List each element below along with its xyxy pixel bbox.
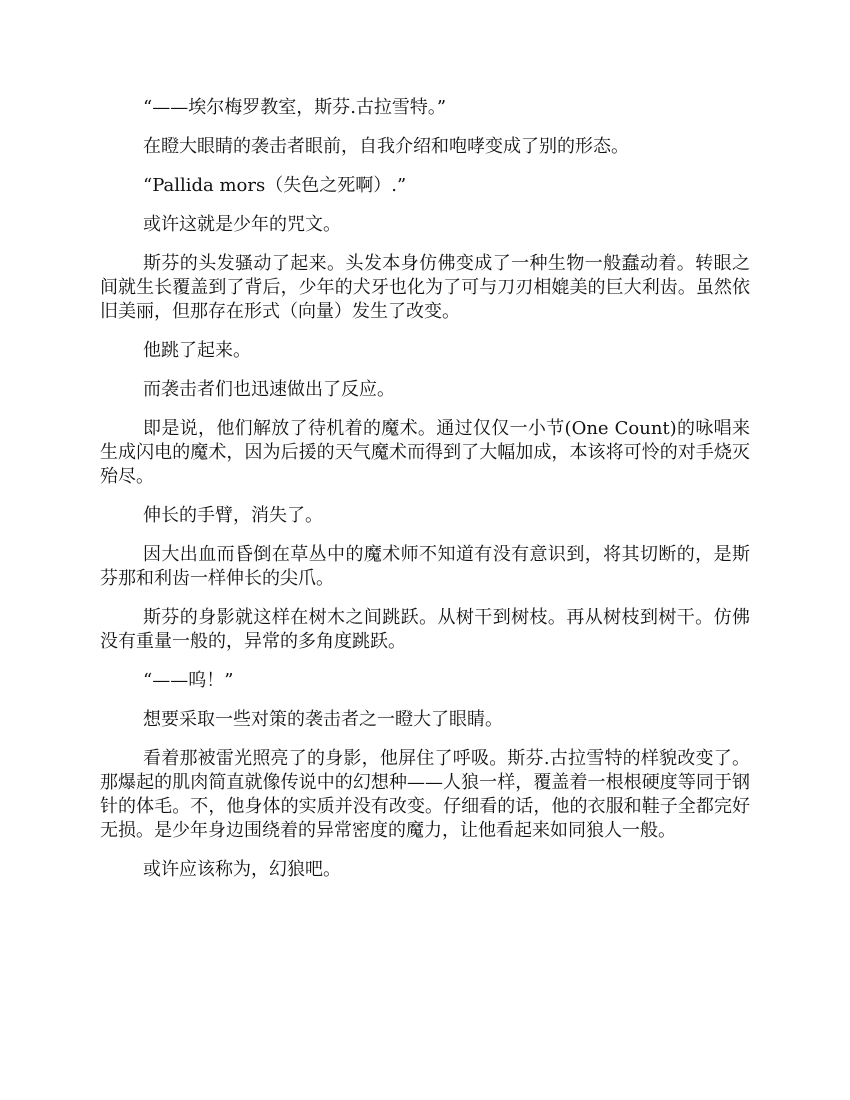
paragraph: 即是说，他们解放了待机着的魔术。通过仅仅一小节(One Count)的咏唱来生成闪电的魔术，因为后援的天气魔术而得到了大幅加成，本该将可怜的对手烧灭殆尽。 bbox=[100, 418, 750, 487]
paragraph: 或许这就是少年的咒文。 bbox=[143, 214, 341, 235]
paragraph: 斯芬的头发骚动了起来。头发本身仿佛变成了一种生物一般蠢动着。转眼之间就生长覆盖到了背后，少年的犬牙也化为了可与刀刃相媲美的巨大利齿。虽然依旧美丽，但那存在形式（向量）发生了改变。 bbox=[100, 253, 750, 322]
paragraph: “——呜！” bbox=[143, 670, 234, 691]
paragraph: 或许应该称为，幻狼吧。 bbox=[143, 859, 341, 880]
paragraph: 想要采取一些对策的袭击者之一瞪大了眼睛。 bbox=[143, 709, 503, 730]
paragraph: 在瞪大眼睛的袭击者眼前，自我介绍和咆哮变成了别的形态。 bbox=[143, 136, 629, 157]
paragraph: “——埃尔梅罗教室，斯芬.古拉雪特。” bbox=[143, 97, 447, 118]
paragraph: 伸长的手臂，消失了。 bbox=[143, 505, 323, 526]
paragraph: 斯芬的身影就这样在树木之间跳跃。从树干到树枝。再从树枝到树干。仿佛没有重量一般的，异常的多角度跳跃。 bbox=[100, 607, 750, 652]
paragraph: 而袭击者们也迅速做出了反应。 bbox=[143, 379, 395, 400]
paragraph: 看着那被雷光照亮了的身影，他屏住了呼吸。斯芬.古拉雪特的样貌改变了。那爆起的肌肉简直就像传说中的幻想种——人狼一样，覆盖着一根根硬度等同于钢针的体毛。不，他身体的实质并没有改变。仔细看的话，他的衣服和鞋子全都完好无损。是少年身边围绕着的异常密度的魔力，让他看起来如同狼人一般。 bbox=[100, 748, 750, 841]
paragraph: 他跳了起来。 bbox=[143, 340, 251, 361]
paragraph: “Pallida mors（失色之死啊）.” bbox=[143, 175, 407, 196]
document-page bbox=[100, 96, 750, 897]
paragraph: 因大出血而昏倒在草丛中的魔术师不知道有没有意识到，将其切断的，是斯芬那和利齿一样伸长的尖爪。 bbox=[100, 544, 750, 589]
